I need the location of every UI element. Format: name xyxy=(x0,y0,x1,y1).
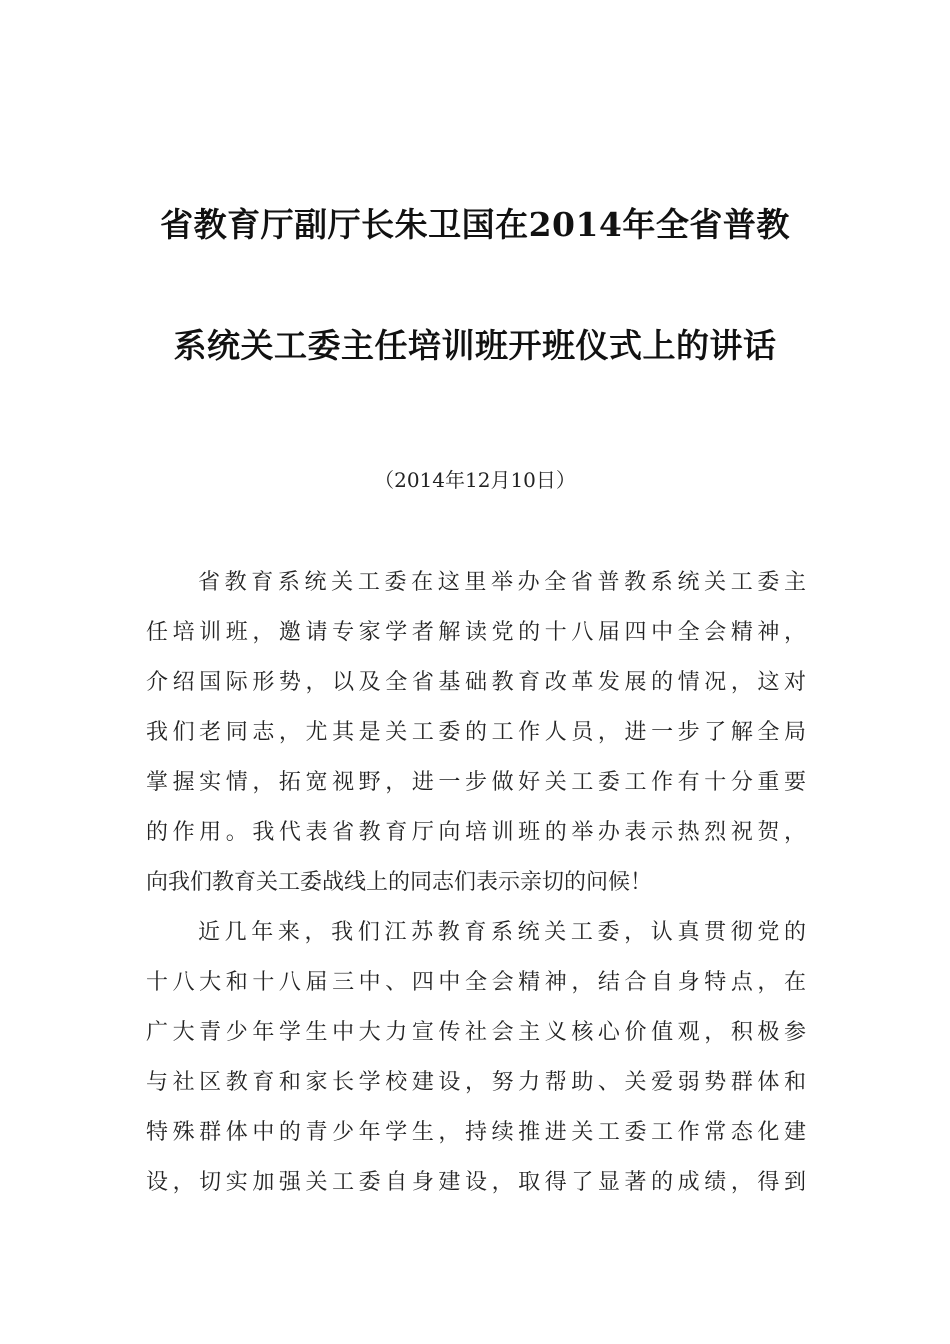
text-line: 特殊群体中的青少年学生，持续推进关工委工作常态化建 xyxy=(146,1120,806,1145)
speech-date: （2014年12月10日） xyxy=(374,468,576,492)
text-line: 的作用。我代表省教育厅向培训班的举办表示热烈祝贺， xyxy=(146,820,806,845)
text-line: 广大青少年学生中大力宣传社会主义核心价值观，积极参 xyxy=(146,1020,806,1045)
document-body xyxy=(146,558,806,1208)
text-line: 近几年来，我们江苏教育系统关工委，认真贯彻党的 xyxy=(198,920,806,945)
text-line: 十八大和十八届三中、四中全会精神，结合自身特点，在 xyxy=(146,970,806,995)
text-line: 掌握实情，拓宽视野，进一步做好关工委工作有十分重要 xyxy=(146,770,806,795)
text-line: 我们老同志，尤其是关工委的工作人员，进一步了解全局 xyxy=(146,720,806,745)
document-title-line-1: 省教育厅副厅长朱卫国在2014年全省普教 xyxy=(160,205,790,244)
text-line: 任培训班，邀请专家学者解读党的十八届四中全会精神， xyxy=(146,620,806,645)
text-line: 设，切实加强关工委自身建设，取得了显著的成绩，得到 xyxy=(146,1170,806,1195)
text-line: 与社区教育和家长学校建设，努力帮助、关爱弱势群体和 xyxy=(146,1070,806,1095)
text-line: 省教育系统关工委在这里举办全省普教系统关工委主 xyxy=(198,570,806,595)
text-line: 介绍国际形势，以及全省基础教育改革发展的情况，这对 xyxy=(146,670,806,695)
document-title-line-2: 系统关工委主任培训班开班仪式上的讲话 xyxy=(173,326,777,365)
paragraph-2 xyxy=(146,908,806,1208)
paragraph-1 xyxy=(146,558,806,908)
text-line: 向我们教育关工委战线上的同志们表示亲切的问候！ xyxy=(146,870,653,895)
